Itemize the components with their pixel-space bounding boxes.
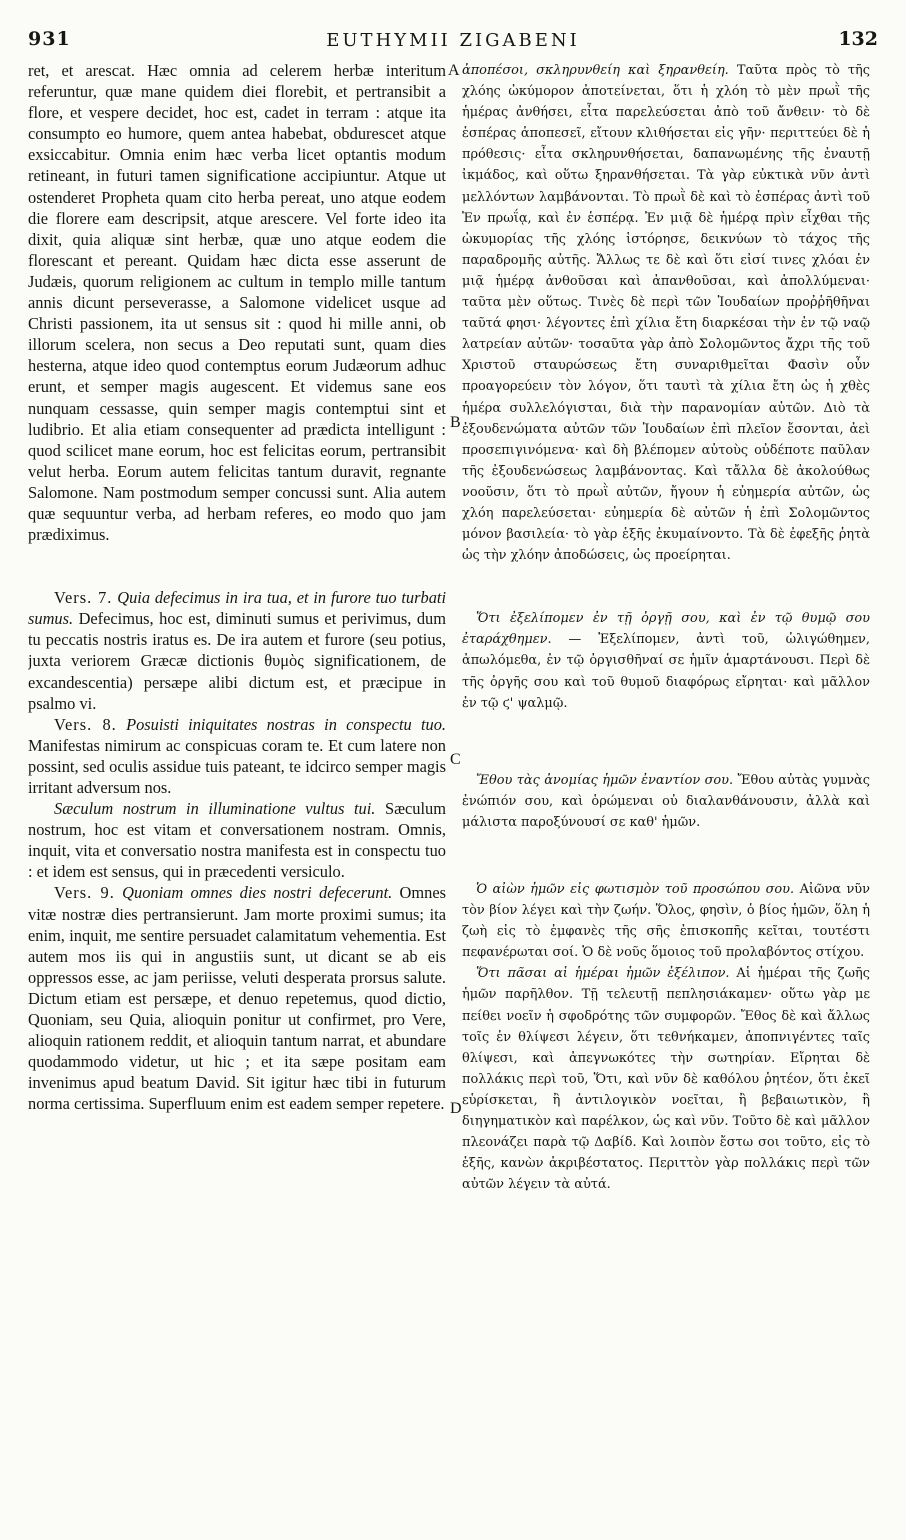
greek-commentary: Αἰῶνα νῦν τὸν βίον λέγει καὶ τὴν ζωήν. Ὅλος, φησὶν, ὁ βίος ἡμῶν, ὅλη ἡ ζωὴ εἰς τὸ ἐμφανὲς τῆς σῆς ἐπισκοπῆς κεῖται, τουτέστι πεφανέρωται σοί. Ὁ δὲ νοῦς ὅμοιος τοῦ προλαβόντος στίχου. <box>462 882 870 961</box>
greek-lemma: Ὅτι ἐξελίπομεν ἐν τῇ ὀργῇ σου, καὶ ἐν τῷ θυμῷ σου ἐταράχθημεν. — <box>462 611 870 648</box>
verse-label: Vers. 9. <box>54 883 115 903</box>
latin-verse-9 <box>28 882 446 1114</box>
latin-verse-7 <box>28 587 446 714</box>
verse-commentary: Defecimus, hoc est, diminuti sumus et perivimus, dum tu peccatis nostris iratus es. De ira autem et furore (seu potius, juxta veriorem Græcæ dictionis θυμὸς significationem, de excandescentia) persæpe alibi dictum est, et præcipue in psalmo vi. <box>28 609 446 713</box>
greek-verse-7 <box>462 608 870 713</box>
greek-lemma: Ὁ αἰὼν ἡμῶν εἰς φωτισμὸν τοῦ προσώπου σου. <box>476 882 795 897</box>
latin-saeculum <box>28 798 446 882</box>
greek-verse-8 <box>462 770 870 833</box>
margin-marker-b: B <box>450 414 461 431</box>
greek-commentary: Ἐξελίπομεν, ἀντὶ τοῦ, ὠλιγώθημεν, ἀπωλόμεθα, ἐν τῷ ὀργισθῆναί σε ἡμῖν ἁμαρτάνουσι. Περὶ δὲ τῆς ὀργῆς σου καὶ τοῦ θυμοῦ διαφόρως εἴρηται· καὶ μᾶλλον ἐν τῷ ϛ' ψαλμῷ. <box>462 632 870 711</box>
margin-marker-d: D <box>450 1100 462 1117</box>
latin-column <box>28 60 446 1115</box>
verse-lemma: Quoniam omnes dies nostri defecerunt. <box>122 883 393 903</box>
greek-lemma: Ἔθου τὰς ἀνομίας ἡμῶν ἐναντίον σου. <box>476 772 734 788</box>
verse-lemma: Sæculum nostrum in illuminatione vultus tui. <box>54 799 376 819</box>
verse-label: Vers. 8. <box>54 714 117 734</box>
latin-text: ret, et arescat. Hæc omnia ad celerem herbæ interitum referuntur, quæ mane quidem diei florebit, et pertransibit a flore, et vespere decidet, hoc est, cadet in terram : atque ita consumpto eo humore, quem antea habebat, obdurescet atque exsiccabitur. Omnia enim hæc verba licet optantis modum retineant, in futuri tamen significatione accipiuntur. Atque ut ostenderet Propheta quam cito herba pereat, uno atque eodem die florere eam descripsit, atque arescere. Vel forte ideo ita dixit, quia aliquæ sint herbæ, quæ uno atque eodem die florescant et pereant. Quidam hæc dicta esse asserunt de Judæis, quorum religionem ac cultum in templo mille tantum annis dicunt perseverasse, a Salomone videlicet usque ad Christi passionem, ita ut sensus sit : quod hi mille anni, ob illorum scelera, non secus a Deo reputati sunt, quam dies hesterna, atque ideo quod contemptus eorum Judæorum adhuc erunt, et semper magis augescent. Et videmus sane eos nunquam cessasse, quin semper magis contemptui sint et ludibrio. Et alia etiam consequenter ad prædicta intelligunt : quod scilicet mane eorum, hoc est felicitas eorum, pertransibit velut herba. Eorum autem felicitas tantum duravit, regnante Salomone. Nam postmodum semper concussi sunt. Alia autem quæ sequuntur verba, ad herbam referes, eo modo quo jam prædiximus. <box>28 61 446 545</box>
greek-column <box>462 60 870 1195</box>
latin-paragraph <box>28 60 446 545</box>
verse-lemma: Posuisti iniquitates nostras in conspectu tuo. <box>126 714 446 734</box>
greek-commentary: Ἔθου αὐτὰς γυμνὰς ἐνώπιόν σου, καὶ ὁρώμεναι οὐ διαλανθάνουσιν, ἀλλὰ καὶ μάλιστα παροξύνουσί σε καθ' ἡμῶν. <box>462 772 870 830</box>
greek-paragraph <box>462 60 870 566</box>
page-number-left: 931 <box>28 28 71 50</box>
greek-lemma: ἀποπέσοι, σκληρυνθείη καὶ ξηρανθείη. <box>462 63 729 78</box>
verse-commentary: Manifestas nimirum ac conspicuas coram te. Et cum latere non possint, sed oculis assidue tuis pateant, te idcirco semper magis irritant adversum nos. <box>28 735 446 797</box>
running-title: EUTHYMII ZIGABENI <box>326 30 580 51</box>
page-number-right: 132 <box>838 28 878 50</box>
margin-marker-c: C <box>450 751 461 768</box>
greek-commentary: Αἱ ἡμέραι τῆς ζωῆς ἡμῶν παρῆλθον. Τῇ τελευτῇ πεπλησιάκαμεν· οὕτω γὰρ με πείθει νοεῖν ἡ σφοδρότης τῶν συμφορῶν. Ἔθος δὲ καὶ ἄλλως τοῖς ἐν θλίψεσι λέγειν, ὅτι τεθνήκαμεν, ἀποπνιγέντες ταῖς θλίψεσι, καὶ ἀπεγνωκότες τὴν σωτηρίαν. Εἴρηται δὲ πολλάκις περὶ τοῦ, Ὅτι, καὶ νῦν δὲ καθόλου ῥητέον, ὅτι ἐκεῖ εὑρίσκεται, ἢ ἀντιλογικὸν νοεῖται, ἢ βεβαιωτικὸν, ἢ διηγηματικὸν καὶ παρέλκον, ὡς καὶ νῦν. Τοῦτο δὲ καὶ μᾶλλον πλεονάζει παρὰ τῷ Δαβίδ. Καὶ λοιπὸν ἔστω σοι τοῦτο, εἰς τὸ ἑξῆς, κανὼν ἀκριβέστατος. Περιττὸν γὰρ πολλάκις περὶ τῶν αὐτῶν λέγειν τὰ αὐτά. <box>462 966 870 1193</box>
verse-commentary: Omnes vitæ nostræ dies pertransierunt. Jam morte proximi sumus; ita enim, inquit, me sentire persuadet calamitatum vehementia. Est autem mos iis qui in angustiis sunt, ut dicant se ab eis oppressos esse, ac jam periisse, veluti desperata prorsus salute. Dictum etiam est persæpe, et denuo repetemus, quod dictio, Quoniam, seu Quia, alioquin ponitur ut confirmet, pro Vere, alioquin rationem reddit, et alioquin tantum narrat, et abundare quodammodo videtur, ut hic ; et ita sæpe positam eam invenimus apud beatum David. Sit igitur hæc tibi in futurum norma certissima. Superfluum enim est eadem semper repetere. <box>28 883 446 1114</box>
verse-label: Vers. 7. <box>54 588 113 608</box>
greek-text: Ταῦτα πρὸς τὸ τῆς χλόης ὠκύμορον ἀποτείνεται, ὅτι ἡ χλόη τὸ μὲν πρωῒ τῆς ἡμέρας ἀνθήσει, εἶτα παρελεύσεται ἀπὸ τοῦ ἄνθειν· τὸ δὲ ἑσπέρας ἀποπεσεῖ, εἴτουν κλιθήσεται εἰς γῆν· περιττεύει δὲ ἡ πρόθεσις· εἶτα σκληρυνθήσεται, δαπανωμένης τῆς ἐναυτῇ ἰκμάδος, καὶ οὕτω ξηρανθήσεται. Τὰ γὰρ εὐκτικὰ νῦν ἀντὶ μελλόντων λαμβάνονται. Τὸ πρωῒ δὲ καὶ τὸ ἑσπέρας ἀντὶ τοῦ Ἐν πρωΐᾳ, καὶ ἐν ἑσπέρᾳ. Ἐν μιᾷ δὲ ἡμέρᾳ πρὶν εἶχθαι τῆς ὠκυμορίας τῆς χλόης ἱστόρησε, δεικνύων τὸ τάχος τῆς παραδρομῆς αὐτῆς. Ἄλλως τε δὲ καὶ ὅτι εἰσί τινες χλόαι ἐν μιᾷ ἡμέρᾳ ἀνθοῦσαι καὶ ἀπανθοῦσαι, καὶ ἀπολλύμεναι· ταῦτα μὲν οὕτως. Τινὲς δὲ περὶ τῶν Ἰουδαίων προῤῥῆθῆναι ταῦτά φησι· λέγοντες ἐπὶ χίλια ἔτη διαρκέσαι τὴν ἐν τῷ ναῷ λατρείαν αὐτῶν· τοσαῦτα γὰρ ἀπὸ Σολομῶντος ἄχρι τῆς τοῦ Χριστοῦ σταυρώσεως ἔτη συναριθμεῖται Φασὶν οὖν προαγορεύειν τὸν λόγον, ὅτι ταυτὶ τὰ χίλια ἔτη ὡς ἡ χθὲς ἡμέρα συλλελόγισται, διὰ τὴν παρανομίαν αὐτῶν. Διὸ τὰ ἐξουδενώματα αὐτῶν τῶν Ἰουδαίων ἐπὶ πλεῖον ἔσονται, ἀεὶ προσεπιγινόμενα· καὶ δὴ βλέπομεν αὐτοὺς οὐδέποτε παῦλαν τῆς ἐξουδενώσεως λαμβάνοντας. Καὶ τἄλλα δὲ ἀκολούθως νοοῦσιν, ὅτι τὸ πρωῒ αὐτῶν, ἤγουν ἡ εὐημερία αὐτῶν, ὡς χλόη παρελεύσεται· εὐημερία δὲ αὐτῶν ἡ ἐπὶ Σολομῶντος μόνον βασιλεία· τὸ γὰρ ἑξῆς ἐκυμαίνοντο. Τὰ δὲ ἐφεξῆς ῥητὰ ὡς τὴν χλόην ἀποδώσεις, ὡς προείρηται. <box>462 63 870 564</box>
margin-marker-a: A <box>448 62 460 79</box>
greek-aion <box>462 879 870 963</box>
verse-commentary: Sæculum nostrum, hoc est vitam et conversationem nostram. Omnis, inquit, vita et conversatio nostra manifesta est in conspectu tuo : et idem est sensus, qui in præcedenti versiculo. <box>28 799 446 882</box>
greek-verse-9 <box>462 963 870 1195</box>
running-header <box>0 28 906 58</box>
latin-verse-8 <box>28 714 446 798</box>
verse-lemma: Quia defecimus in ira tua, et in furore tuo turbati sumus. <box>28 588 446 629</box>
greek-lemma: Ὅτι πᾶσαι αἱ ἡμέραι ἡμῶν ἐξέλιπον. <box>476 966 730 982</box>
